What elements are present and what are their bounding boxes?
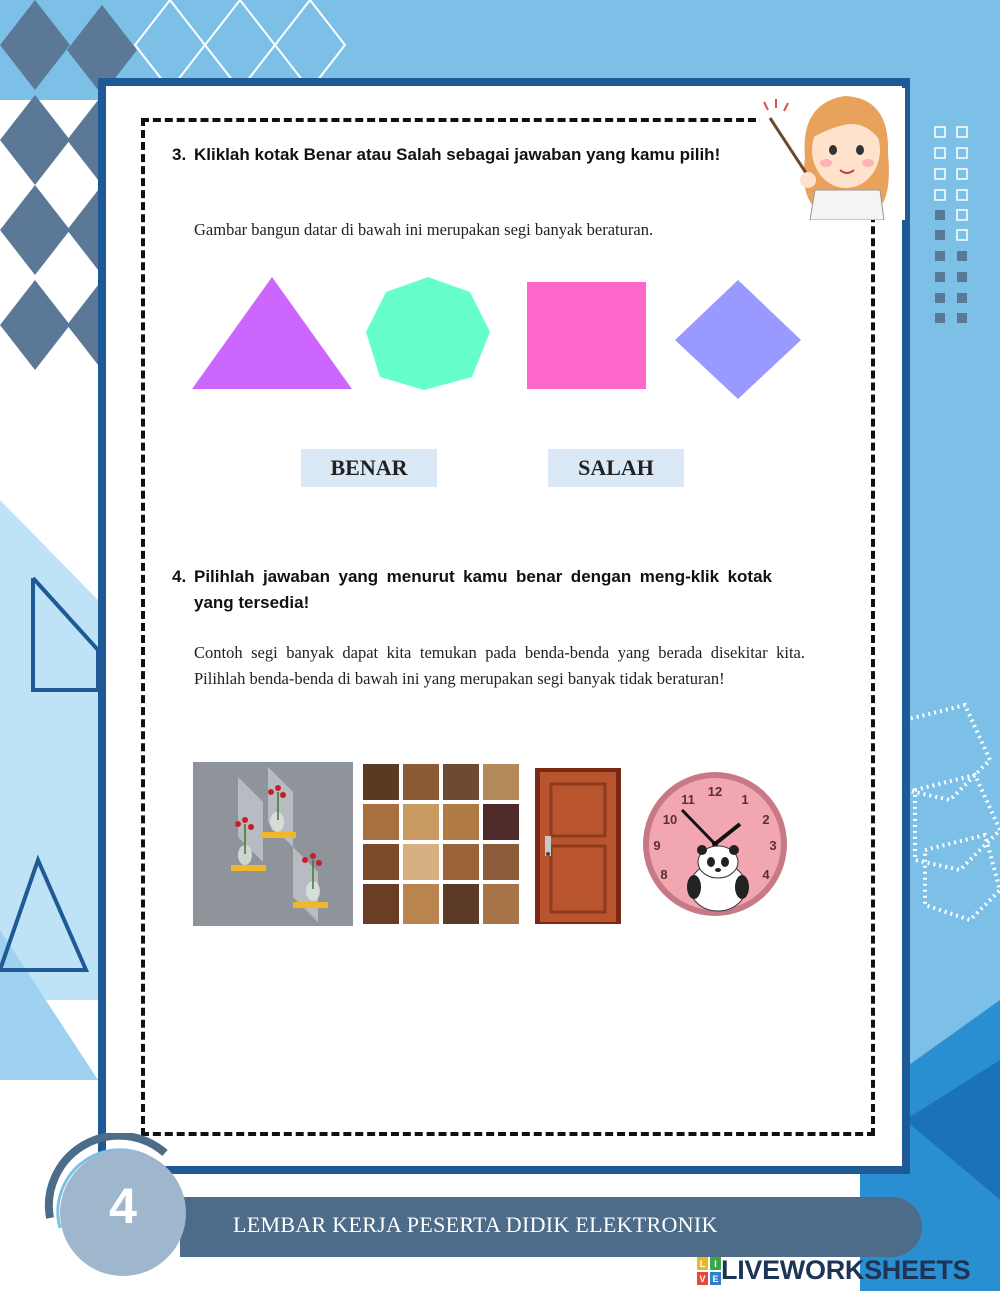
clock-number: 8 [660,867,668,882]
wooden-door-icon[interactable] [535,762,621,926]
question-4-number: 4. [172,567,187,586]
triangle-shape [192,277,352,389]
dashed-content-border [141,118,875,1136]
question-4-statement: Contoh segi banyak dapat kita temukan pada benda-benda yang berada disekitar kita. Pilihlah benda-benda di bawah ini yang merupakan segi banyak tidak beraturan! [194,643,805,688]
svg-text:I: I [714,1258,717,1269]
heptagon-shape [366,277,490,390]
question-3-instruction [172,142,772,168]
rhombus-shape [675,280,801,399]
clock-number: 11 [681,792,695,807]
liveworksheets-logo [697,1255,970,1286]
square-shape [527,282,646,389]
clock-number: 2 [762,812,770,827]
page-number: 4 [109,1178,137,1234]
clock-number: 1 [741,792,749,807]
benar-button[interactable]: BENAR [301,449,437,487]
question-3-number: 3. [172,145,187,164]
clock-number: 3 [769,838,777,853]
question-3-statement: Gambar bangun datar di bawah ini merupakan segi banyak beraturan. [194,220,654,239]
svg-text:V: V [699,1273,706,1284]
footer-title: LEMBAR KERJA PESERTA DIDIK ELEKTRONIK [233,1212,718,1237]
clock-number: 12 [707,784,723,799]
liveworksheets-brand: LIVEWORKSHEETS [721,1255,971,1285]
wall-shelf-vase-icon[interactable] [193,762,353,926]
clock-number: 10 [662,812,678,827]
question-3-instruction-text: Kliklah kotak Benar atau Salah sebagai jawaban yang kamu pilih! [194,145,721,164]
live-badge-icon [697,1257,721,1285]
salah-button[interactable]: SALAH [548,449,684,487]
question-4-instruction-text: Pilihlah jawaban yang menurut kamu benar dengan meng-klik kotak yang tersedia! [194,567,772,612]
clock-number: 9 [653,838,661,853]
teacher-pointing-icon [760,88,905,220]
clock-number: 4 [762,867,770,882]
svg-text:L: L [699,1258,706,1269]
svg-text:E: E [712,1273,719,1284]
panda-wall-clock-icon[interactable] [640,762,790,926]
question-4-instruction [172,564,772,616]
polygon-shapes [190,272,805,402]
wood-tiles-icon[interactable] [361,762,521,926]
